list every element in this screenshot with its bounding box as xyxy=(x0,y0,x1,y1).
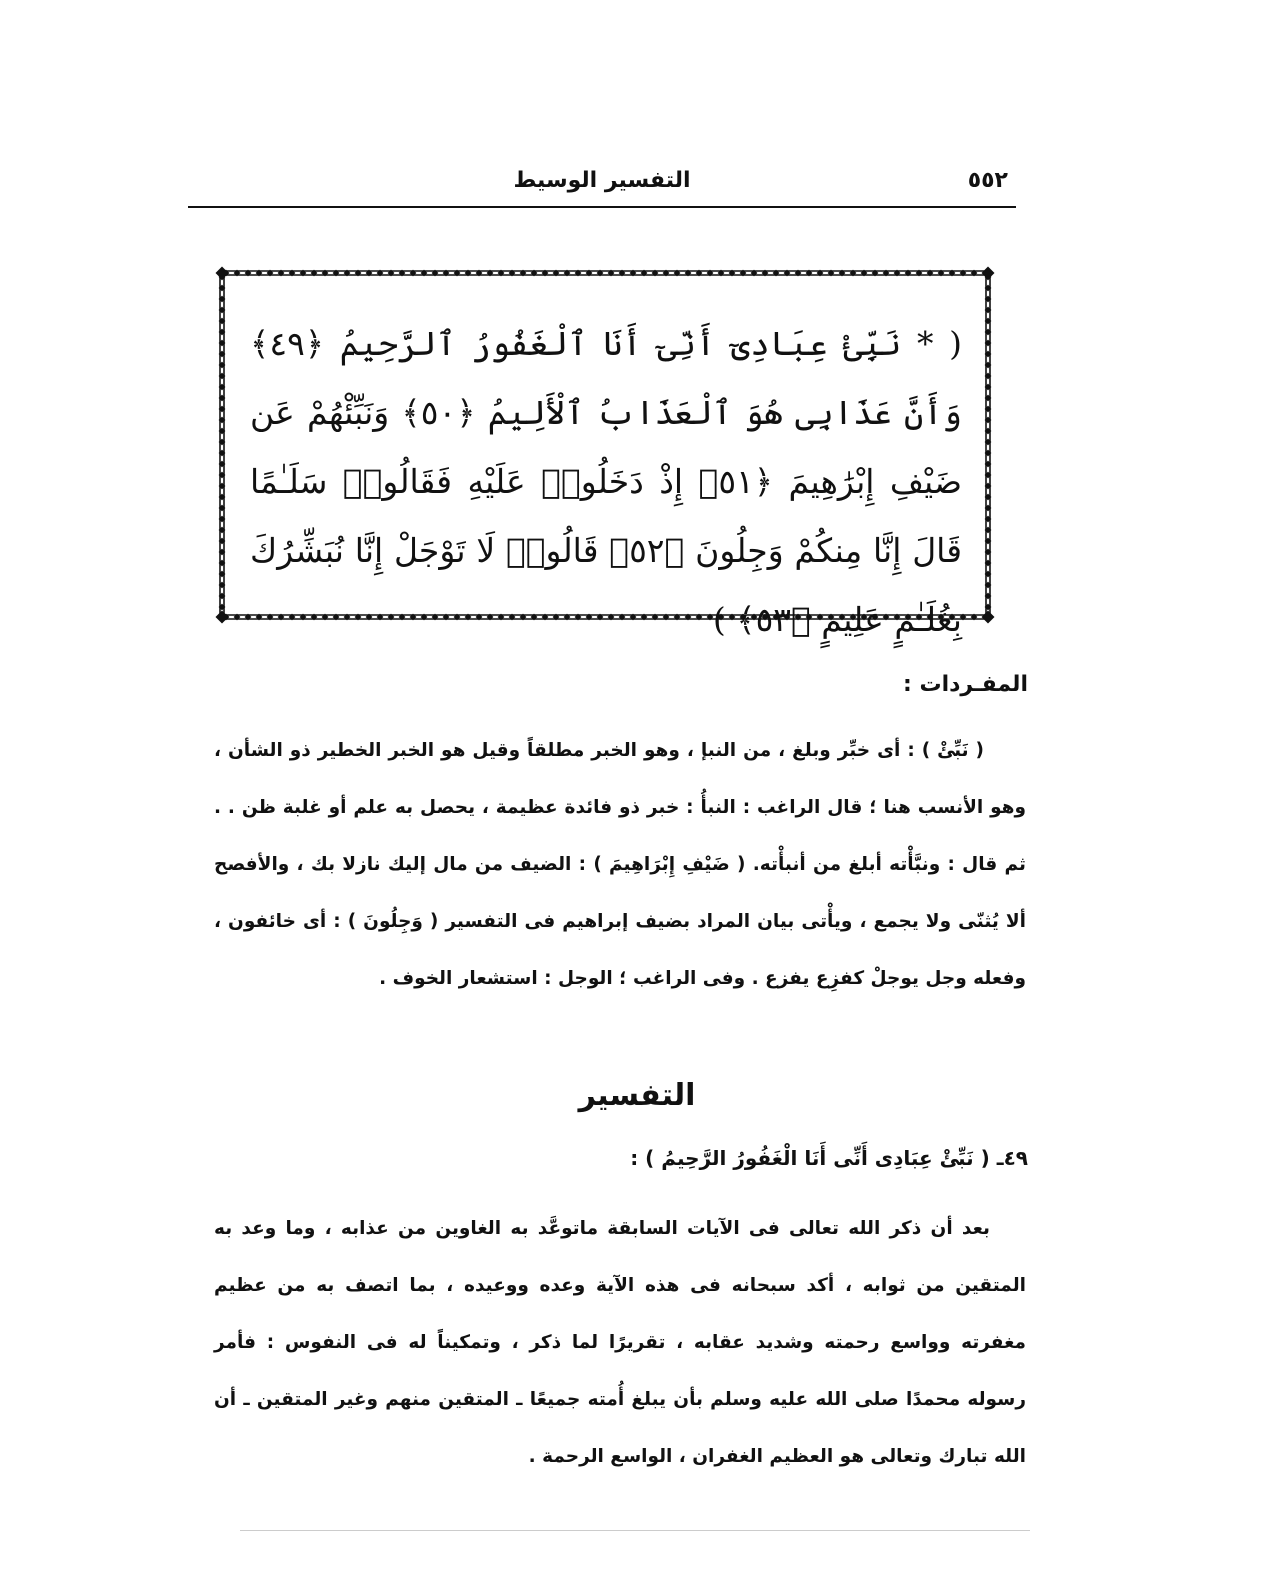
vocabulary-text: ( نَبِّئْ ) : أى خبِّر وبلغ ، من النبإ ، وهو الخبر مطلقاً وقيل هو الخبر الخطير ذو الشأن ، وهو الأنسب هنا ؛ قال الراغب : النبأُ : خبر ذو فائدة عظيمة ، يحصل به علم أو غلبة ظن . . ثم قال : ونبَّأْته أبلغ من أنبأْته. ( ضَيْفِ إِبْرَاهِيمَ ) : الضيف من مال إليك نازلا بك ، والأفصح ألا يُثنّى ولا يجمع ، ويأْتى بيان المراد بضيف إبراهيم فى التفسير ( وَجِلُونَ ) : أى خائفون ، وفعله وجل يوجلْ كفزِع يفزع . وفى الراغب ؛ الوجل : استشعار الخوف . xyxy=(214,740,1026,989)
header-rule xyxy=(188,206,1016,208)
page-header xyxy=(188,168,1016,204)
bottom-rule xyxy=(240,1530,1030,1531)
tafsir-verse-reference: ٤٩ـ ( نَبِّئْ عِبَادِى أَنِّى أَنَا الْغَفُورُ الرَّحِيمُ ) : xyxy=(630,1146,1028,1170)
page-number: ٥٥٢ xyxy=(967,168,1008,193)
running-title: التفسير الوسيط xyxy=(513,168,691,193)
vocabulary-heading: المفـردات : xyxy=(903,672,1028,697)
tafsir-text: بعد أن ذكر الله تعالى فى الآيات السابقة ماتوعَّد به الغاوين من عذابه ، وما وعد به المتقين من ثوابه ، أكد سبحانه فى هذه الآية وعده ووعيده ، بما اتصف به من عظيم مغفرته وواسع رحمته وشديد عقابه ، تقريرًا لما ذكر ، وتمكيناً له فى النفوس : فأمر رسوله محمدًا صلى الله عليه وسلم بأن يبلغ أُمته جميعًا ـ المتقين منهم وغير المتقين ـ أن الله تبارك وتعالى هو العظيم الغفران ، الواسع الرحمة . xyxy=(214,1218,1026,1467)
tafsir-heading: التفسير xyxy=(578,1078,696,1113)
quran-verse-frame xyxy=(214,265,996,639)
quran-verse-text: ( * نَبِّئْ عِبَادِىٓ أَنِّىٓ أَنَا ٱلْغَفُورُ ٱلرَّحِيمُ ﴿٤٩﴾ وَأَنَّ عَذَابِى هُوَ ٱلْعَذَابُ ٱلْأَلِيمُ ﴿٥٠﴾ وَنَبِّئْهُمْ عَن ضَيْفِ إِبْرَٰهِيمَ ﴿٥١﴾ إِذْ دَخَلُوا۟ عَلَيْهِ فَقَالُوا۟ سَلَـٰمًا قَالَ إِنَّا مِنكُمْ وَجِلُونَ ﴿٥٢﴾ قَالُوا۟ لَا تَوْجَلْ إِنَّا نُبَشِّرُكَ بِغُلَـٰمٍ عَلِيمٍ ﴿٥٣﴾ ) xyxy=(250,324,963,639)
tafsir-paragraph xyxy=(214,1200,1026,1485)
vocabulary-paragraph xyxy=(214,722,1026,1007)
